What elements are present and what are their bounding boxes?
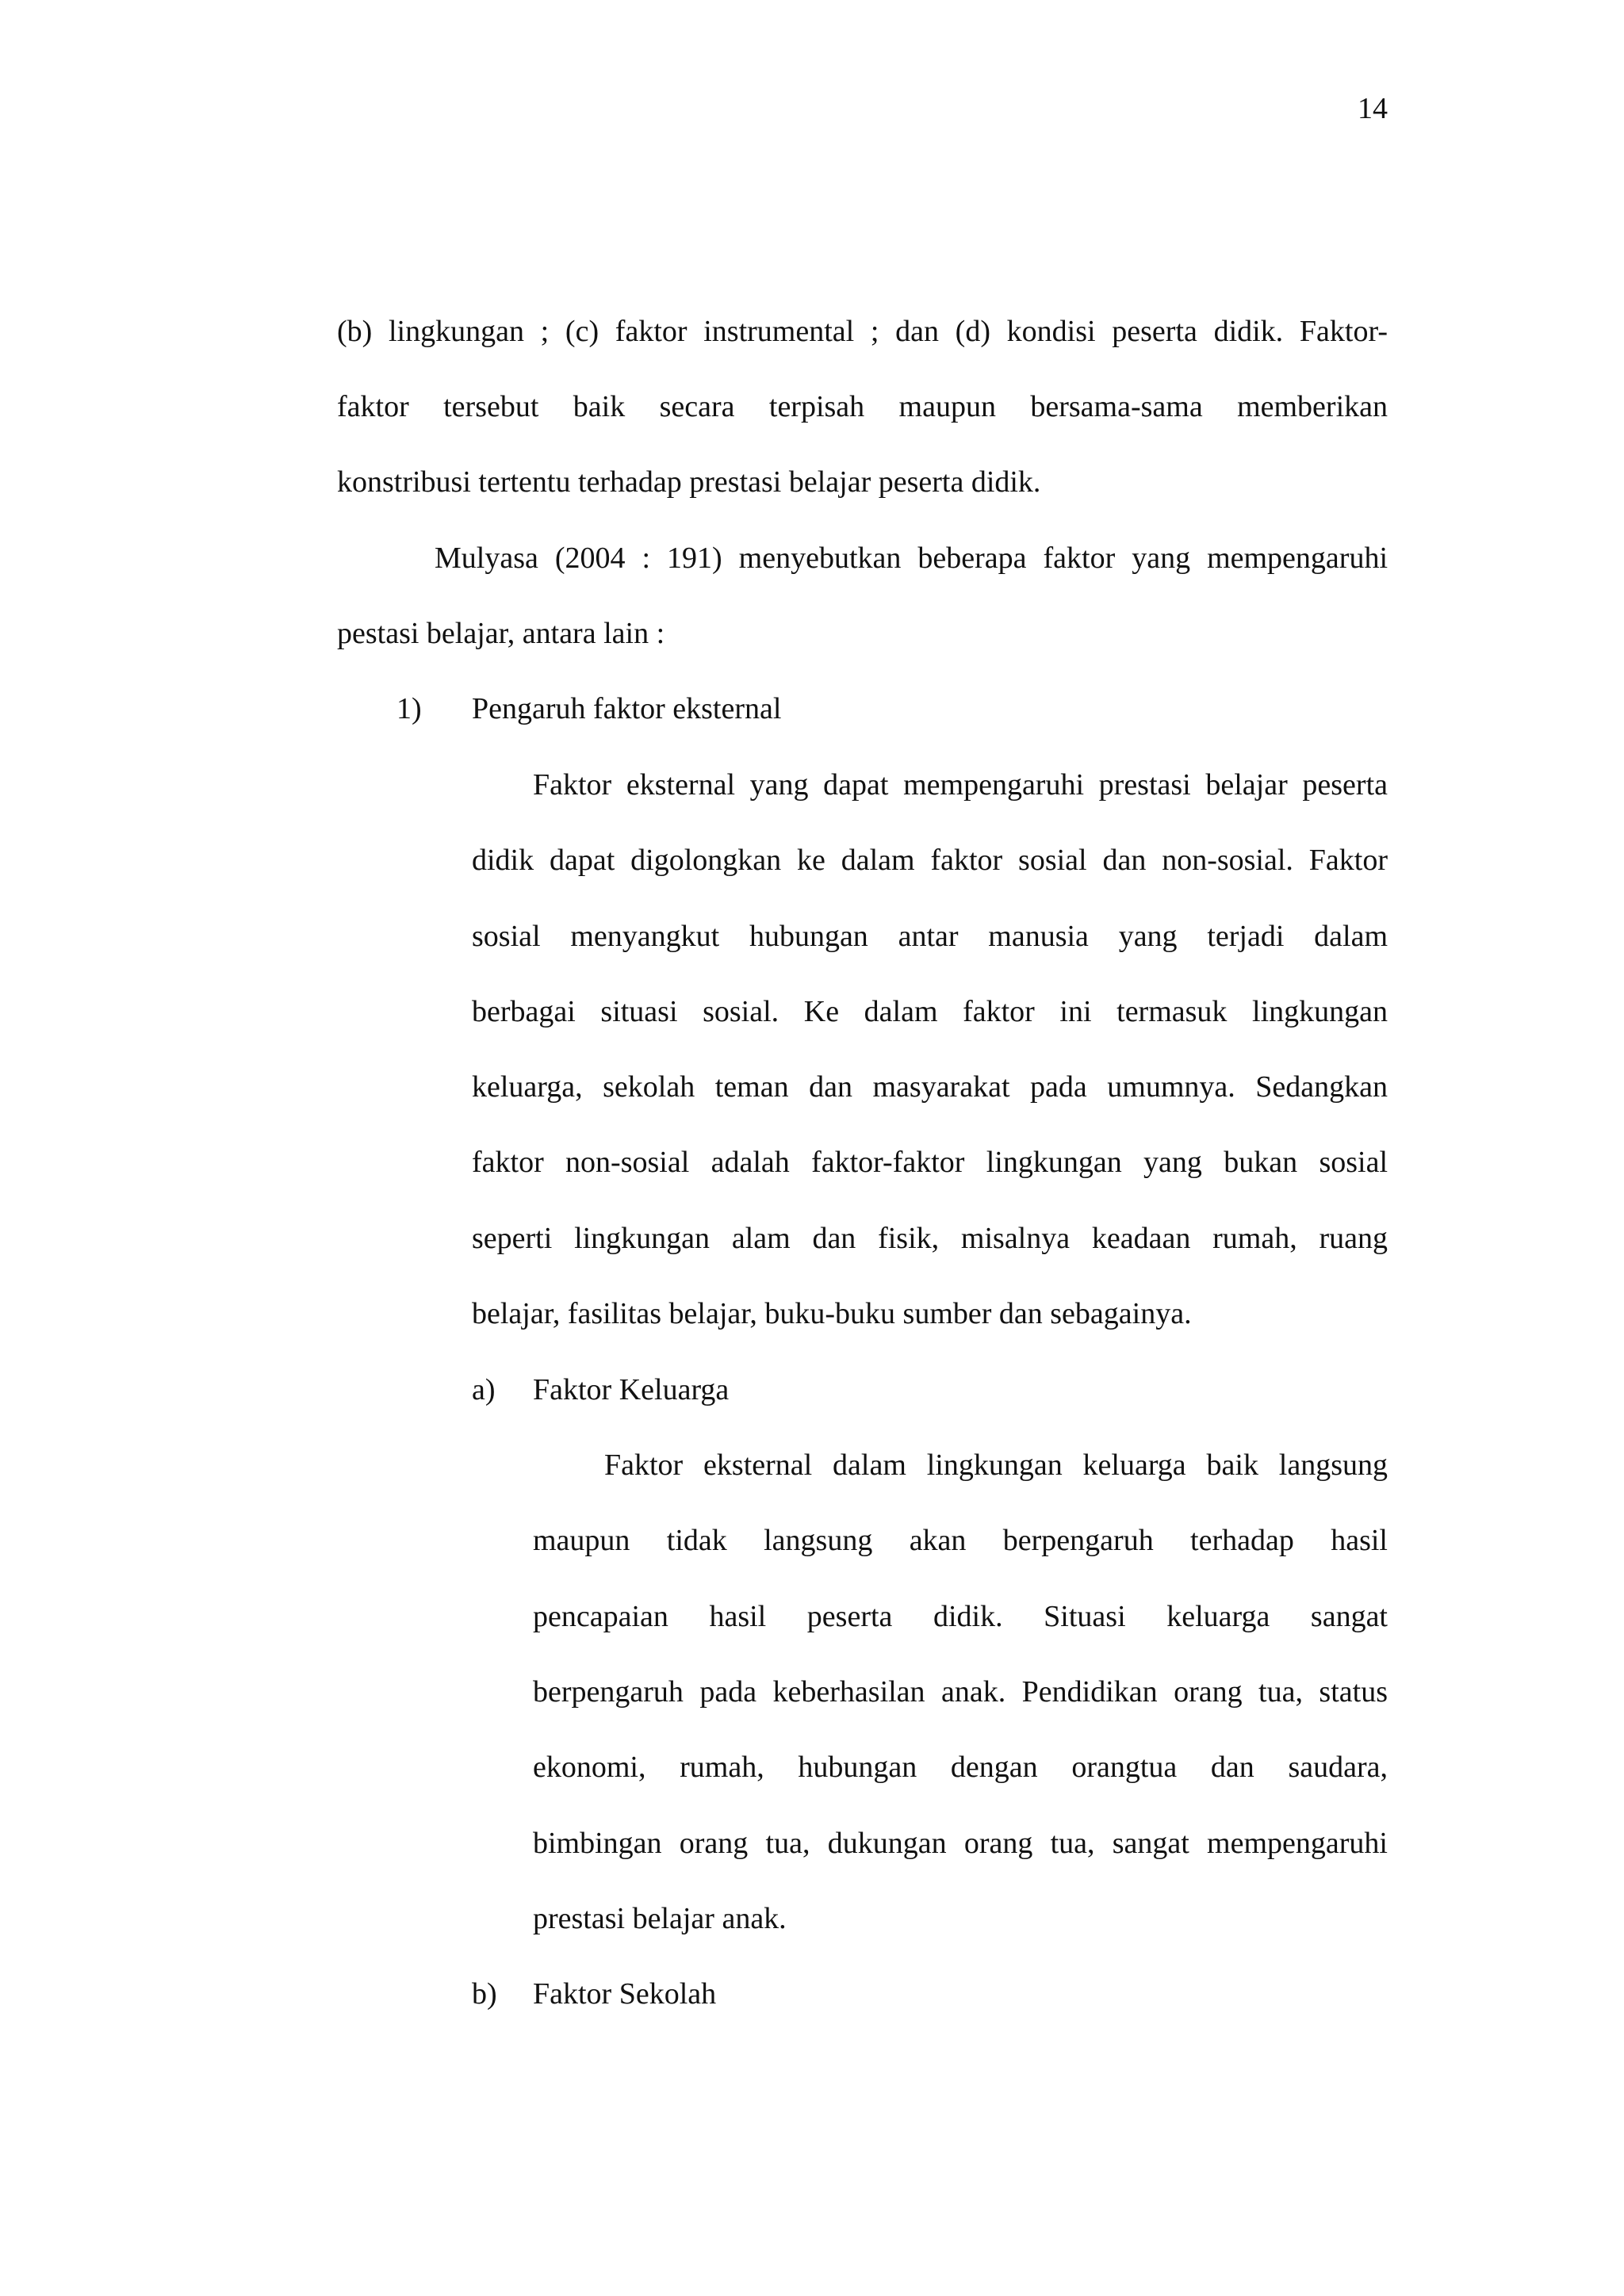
sub-a-text-line: bimbingan orang tua, dukungan orang tua, sangat mempengaruhi (533, 1827, 1388, 1860)
body-text-line: pestasi belajar, antara lain : (337, 617, 665, 650)
item1-text-line: didik dapat digolongkan ke dalam faktor sosial dan non-sosial. Faktor (472, 844, 1388, 877)
sub-a-text-line: ekonomi, rumah, hubungan dengan orangtua dan saudara, (533, 1751, 1388, 1784)
list-marker-a: a) (472, 1373, 496, 1406)
item1-text-line: seperti lingkungan alam dan fisik, misalnya keadaan rumah, ruang (472, 1222, 1388, 1255)
page-number: 14 (1358, 92, 1388, 125)
sub-a-heading: Faktor Keluarga (533, 1373, 730, 1406)
body-text-line: faktor tersebut baik secara terpisah maupun bersama-sama memberikan (337, 390, 1388, 423)
sub-a-text-line: prestasi belajar anak. (533, 1902, 787, 1935)
list-marker-1: 1) (396, 692, 422, 725)
sub-a-text-line: pencapaian hasil peserta didik. Situasi keluarga sangat (533, 1600, 1388, 1633)
item1-text-line: Faktor eksternal yang dapat mempengaruhi prestasi belajar peserta (533, 768, 1388, 802)
sub-a-text-line: maupun tidak langsung akan berpengaruh terhadap hasil (533, 1524, 1388, 1557)
body-text-line: (b) lingkungan ; (c) faktor instrumental ; dan (d) kondisi peserta didik. Faktor- (337, 315, 1388, 348)
list-marker-b: b) (472, 1977, 497, 2011)
item1-text-line: belajar, fasilitas belajar, buku-buku sumber dan sebagainya. (472, 1297, 1192, 1330)
sub-a-text-line: berpengaruh pada keberhasilan anak. Pendidikan orang tua, status (533, 1675, 1388, 1709)
item1-text-line: faktor non-sosial adalah faktor-faktor lingkungan yang bukan sosial (472, 1146, 1388, 1179)
item1-text-line: sosial menyangkut hubungan antar manusia yang terjadi dalam (472, 920, 1388, 953)
sub-a-text-line: Faktor eksternal dalam lingkungan keluarga baik langsung (604, 1448, 1388, 1482)
body-text-line: Mulyasa (2004 : 191) menyebutkan beberapa faktor yang mempengaruhi (435, 541, 1388, 575)
sub-b-heading: Faktor Sekolah (533, 1977, 717, 2011)
item1-heading: Pengaruh faktor eksternal (472, 692, 782, 725)
item1-text-line: keluarga, sekolah teman dan masyarakat pada umumnya. Sedangkan (472, 1070, 1388, 1104)
body-text-line: konstribusi tertentu terhadap prestasi belajar peserta didik. (337, 465, 1041, 499)
item1-text-line: berbagai situasi sosial. Ke dalam faktor ini termasuk lingkungan (472, 995, 1388, 1028)
